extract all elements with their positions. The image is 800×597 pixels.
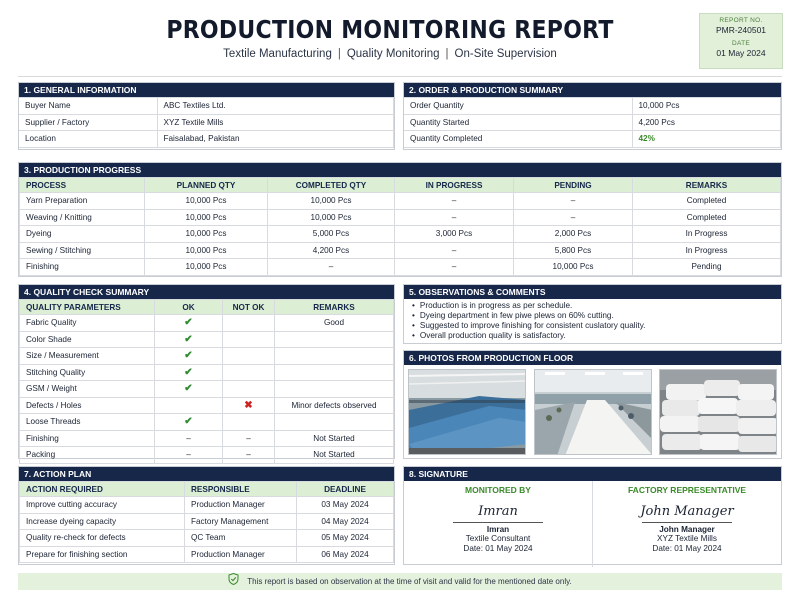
info-row [19,131,394,148]
quality-row [20,348,394,365]
order-summary-section [403,82,782,150]
status-cell: – [155,447,223,464]
table-cell: 10,000 Pcs [268,193,395,210]
table-cell: – [395,242,514,259]
summary-row [404,98,781,115]
quality-parameter: Fabric Quality [20,315,155,332]
column-header: DEADLINE [297,482,394,497]
quality-parameter: Packing [20,447,155,464]
signature-section [403,466,782,565]
shield-check-icon [228,573,239,591]
info-row [19,98,394,115]
info-value: XYZ Textile Mills [157,114,394,131]
table-cell: – [514,193,633,210]
table-row [20,242,781,259]
quality-remarks [275,381,394,398]
column-header: COMPLETED QTY [268,178,395,193]
column-header: PENDING [514,178,633,193]
info-value: Faisalabad, Pakistan [157,131,394,148]
page-subtitle [130,48,650,60]
status-cell [223,397,275,414]
signature-script: John Manager [640,504,734,519]
observation-item: • Dyeing department in few piwe plews on 60% cutting. [412,311,773,321]
check-icon: ✔ [184,366,193,378]
quality-remarks [275,364,394,381]
summary-value: 10,000 Pcs [632,98,781,115]
table-cell: – [268,259,395,276]
subtitle-separator: | [445,48,449,60]
column-header: IN PROGRESS [395,178,514,193]
signature-heading: FACTORY REPRESENTATIVE [627,485,747,495]
table-cell: Pending [633,259,781,276]
production-progress-section [18,162,782,277]
quality-parameter: Color Shade [20,331,155,348]
report-no-value: PMR-240501 [715,25,767,35]
action-cell: 04 May 2024 [297,513,394,530]
quality-row [20,381,394,398]
info-row [19,114,394,131]
loom-floor-photo[interactable] [408,369,526,455]
action-row [20,513,394,530]
table-cell: 5,800 Pcs [514,242,633,259]
quality-parameter: Loose Threads [20,414,155,431]
table-cell: 4,200 Pcs [268,242,395,259]
production-progress-table [19,177,781,276]
quality-remarks [275,331,394,348]
info-label: Supplier / Factory [19,114,157,131]
action-row [20,530,394,547]
status-cell [223,364,275,381]
status-cell [155,397,223,414]
cross-icon: ✖ [244,399,253,411]
action-plan-table [19,481,394,563]
info-label: Buyer Name [19,98,157,115]
observation-item: • Production is in progress as per schedule. [412,301,773,311]
column-header: RESPONSIBLE [185,482,297,497]
subtitle-part: Textile Manufacturing [223,48,332,60]
quality-remarks: Not Started [275,447,394,464]
table-cell: 10,000 Pcs [145,226,268,243]
observation-item: • Suggested to improve finishing for consistent cuslatory quality. [412,321,773,331]
column-header: QUALITY PARAMETERS [20,300,155,315]
table-cell: Finishing [20,259,145,276]
status-cell: – [223,430,275,447]
table-row [20,209,781,226]
quality-remarks [275,348,394,365]
status-cell: – [223,447,275,464]
table-cell: Completed [633,209,781,226]
report-no-label: REPORT NO. [719,17,763,24]
signature-line [453,522,543,523]
general-info-table [19,97,394,148]
quality-row [20,447,394,464]
column-header: PLANNED QTY [145,178,268,193]
table-cell: 10,000 Pcs [145,242,268,259]
table-cell: 10,000 Pcs [145,209,268,226]
signer-role: Textile Consultant [465,534,531,543]
status-cell [223,331,275,348]
action-cell: QC Team [185,530,297,547]
quality-parameter: GSM / Weight [20,381,155,398]
table-cell: 10,000 Pcs [145,259,268,276]
table-cell: 10,000 Pcs [145,193,268,210]
action-cell: 05 May 2024 [297,530,394,547]
table-row [20,193,781,210]
quality-check-section [18,284,395,459]
summary-label: Order Quantity [404,98,632,115]
footer-text: This report is based on observation at the time of visit and valid for the mentioned date only. [247,577,572,587]
observation-item: • Overall production quality is satisfactory. [412,331,773,341]
status-cell [223,381,275,398]
section-header: 7. ACTION PLAN [19,467,394,481]
finished-fabric-photo[interactable] [659,369,777,455]
page-title: PRODUCTION MONITORING REPORT [166,15,614,44]
action-row [20,497,394,514]
column-header: OK [155,300,223,315]
section-header: 8. SIGNATURE [404,467,781,481]
table-cell: 10,000 Pcs [514,259,633,276]
section-header: 2. ORDER & PRODUCTION SUMMARY [404,83,781,97]
column-header: ACTION REQUIRED [20,482,185,497]
quality-check-table [19,299,394,464]
signer-role: XYZ Textile Mills [657,534,717,543]
section-header: 6. PHOTOS FROM PRODUCTION FLOOR [404,351,781,365]
summary-value: 42% [632,131,781,148]
table-cell: Yarn Preparation [20,193,145,210]
info-label: Location [19,131,157,148]
action-cell: Improve cutting accuracy [20,497,185,514]
status-cell [155,364,223,381]
summary-label: Quantity Completed [404,131,632,148]
signature-date: Date: 01 May 2024 [463,544,533,553]
status-cell [155,348,223,365]
quality-parameter: Size / Measurement [20,348,155,365]
subtitle-part: Quality Monitoring [346,48,440,60]
check-icon: ✔ [184,383,193,395]
date-value: 01 May 2024 [716,48,766,58]
action-cell: Production Manager [185,546,297,563]
general-info-section [18,82,395,150]
action-cell: Production Manager [185,497,297,514]
table-cell: – [395,209,514,226]
quality-remarks [275,414,394,431]
table-cell: In Progress [633,226,781,243]
action-cell: Quality re-check for defects [20,530,185,547]
action-plan-section [18,466,395,565]
table-cell: – [514,209,633,226]
quality-remarks: Minor defects observed [275,397,394,414]
quality-row [20,315,394,332]
table-cell: – [395,193,514,210]
report-info-box [699,13,783,69]
check-icon: ✔ [184,350,193,362]
quality-row [20,364,394,381]
action-cell: Prepare for finishing section [20,546,185,563]
quality-parameter: Stitching Quality [20,364,155,381]
status-cell: – [155,430,223,447]
signature-date: Date: 01 May 2024 [652,544,722,553]
stitching-line-photo[interactable] [534,369,652,455]
monitored-by-block [404,481,592,567]
table-cell: 10,000 Pcs [268,209,395,226]
subtitle-part: On-Site Supervision [454,48,557,60]
quality-parameter: Defects / Holes [20,397,155,414]
column-header: NOT OK [223,300,275,315]
observations-list [404,299,781,341]
photos-section [403,350,782,459]
table-cell: Dyeing [20,226,145,243]
header-divider [18,76,782,77]
section-header: 3. PRODUCTION PROGRESS [19,163,781,177]
action-cell: Factory Management [185,513,297,530]
summary-row [404,131,781,148]
action-row [20,546,394,563]
order-summary-table [404,97,781,148]
summary-row [404,114,781,131]
observations-section [403,284,782,344]
section-header: 4. QUALITY CHECK SUMMARY [19,285,394,299]
section-header: 1. GENERAL INFORMATION [19,83,394,97]
date-label: DATE [731,40,751,47]
quality-row [20,430,394,447]
quality-row [20,414,394,431]
signer-name: Imran [486,525,510,534]
table-row [20,226,781,243]
quality-remarks: Not Started [275,430,394,447]
signature-script: Imran [478,504,518,519]
info-value: ABC Textiles Ltd. [157,98,394,115]
column-header: REMARKS [633,178,781,193]
table-cell: Sewing / Stitching [20,242,145,259]
status-cell [223,348,275,365]
table-cell: 3,000 Pcs [395,226,514,243]
column-header: PROCESS [20,178,145,193]
action-cell: 03 May 2024 [297,497,394,514]
quality-remarks: Good [275,315,394,332]
factory-representative-block [592,481,781,567]
table-cell: Weaving / Knitting [20,209,145,226]
signature-heading: MONITORED BY [465,485,531,495]
report-header [0,0,800,74]
table-cell: 5,000 Pcs [268,226,395,243]
summary-value: 4,200 Pcs [632,114,781,131]
check-icon: ✔ [184,333,193,345]
table-row [20,259,781,276]
signature-line [642,522,732,523]
table-cell: In Progress [633,242,781,259]
column-header: REMARKS [275,300,394,315]
status-cell [155,315,223,332]
subtitle-separator: | [337,48,341,60]
table-cell: 2,000 Pcs [514,226,633,243]
section-header: 5. OBSERVATIONS & COMMENTS [404,285,781,299]
table-cell: – [395,259,514,276]
status-cell [223,414,275,431]
check-icon: ✔ [184,416,193,428]
check-icon: ✔ [184,317,193,329]
summary-label: Quantity Started [404,114,632,131]
action-cell: 06 May 2024 [297,546,394,563]
quality-parameter: Finishing [20,430,155,447]
footer-note [18,573,782,590]
action-cell: Increase dyeing capacity [20,513,185,530]
status-cell [223,315,275,332]
signer-name: John Manager [659,525,715,534]
status-cell [155,381,223,398]
status-cell [155,331,223,348]
quality-row [20,331,394,348]
table-cell: Completed [633,193,781,210]
quality-row [20,397,394,414]
status-cell [155,414,223,431]
